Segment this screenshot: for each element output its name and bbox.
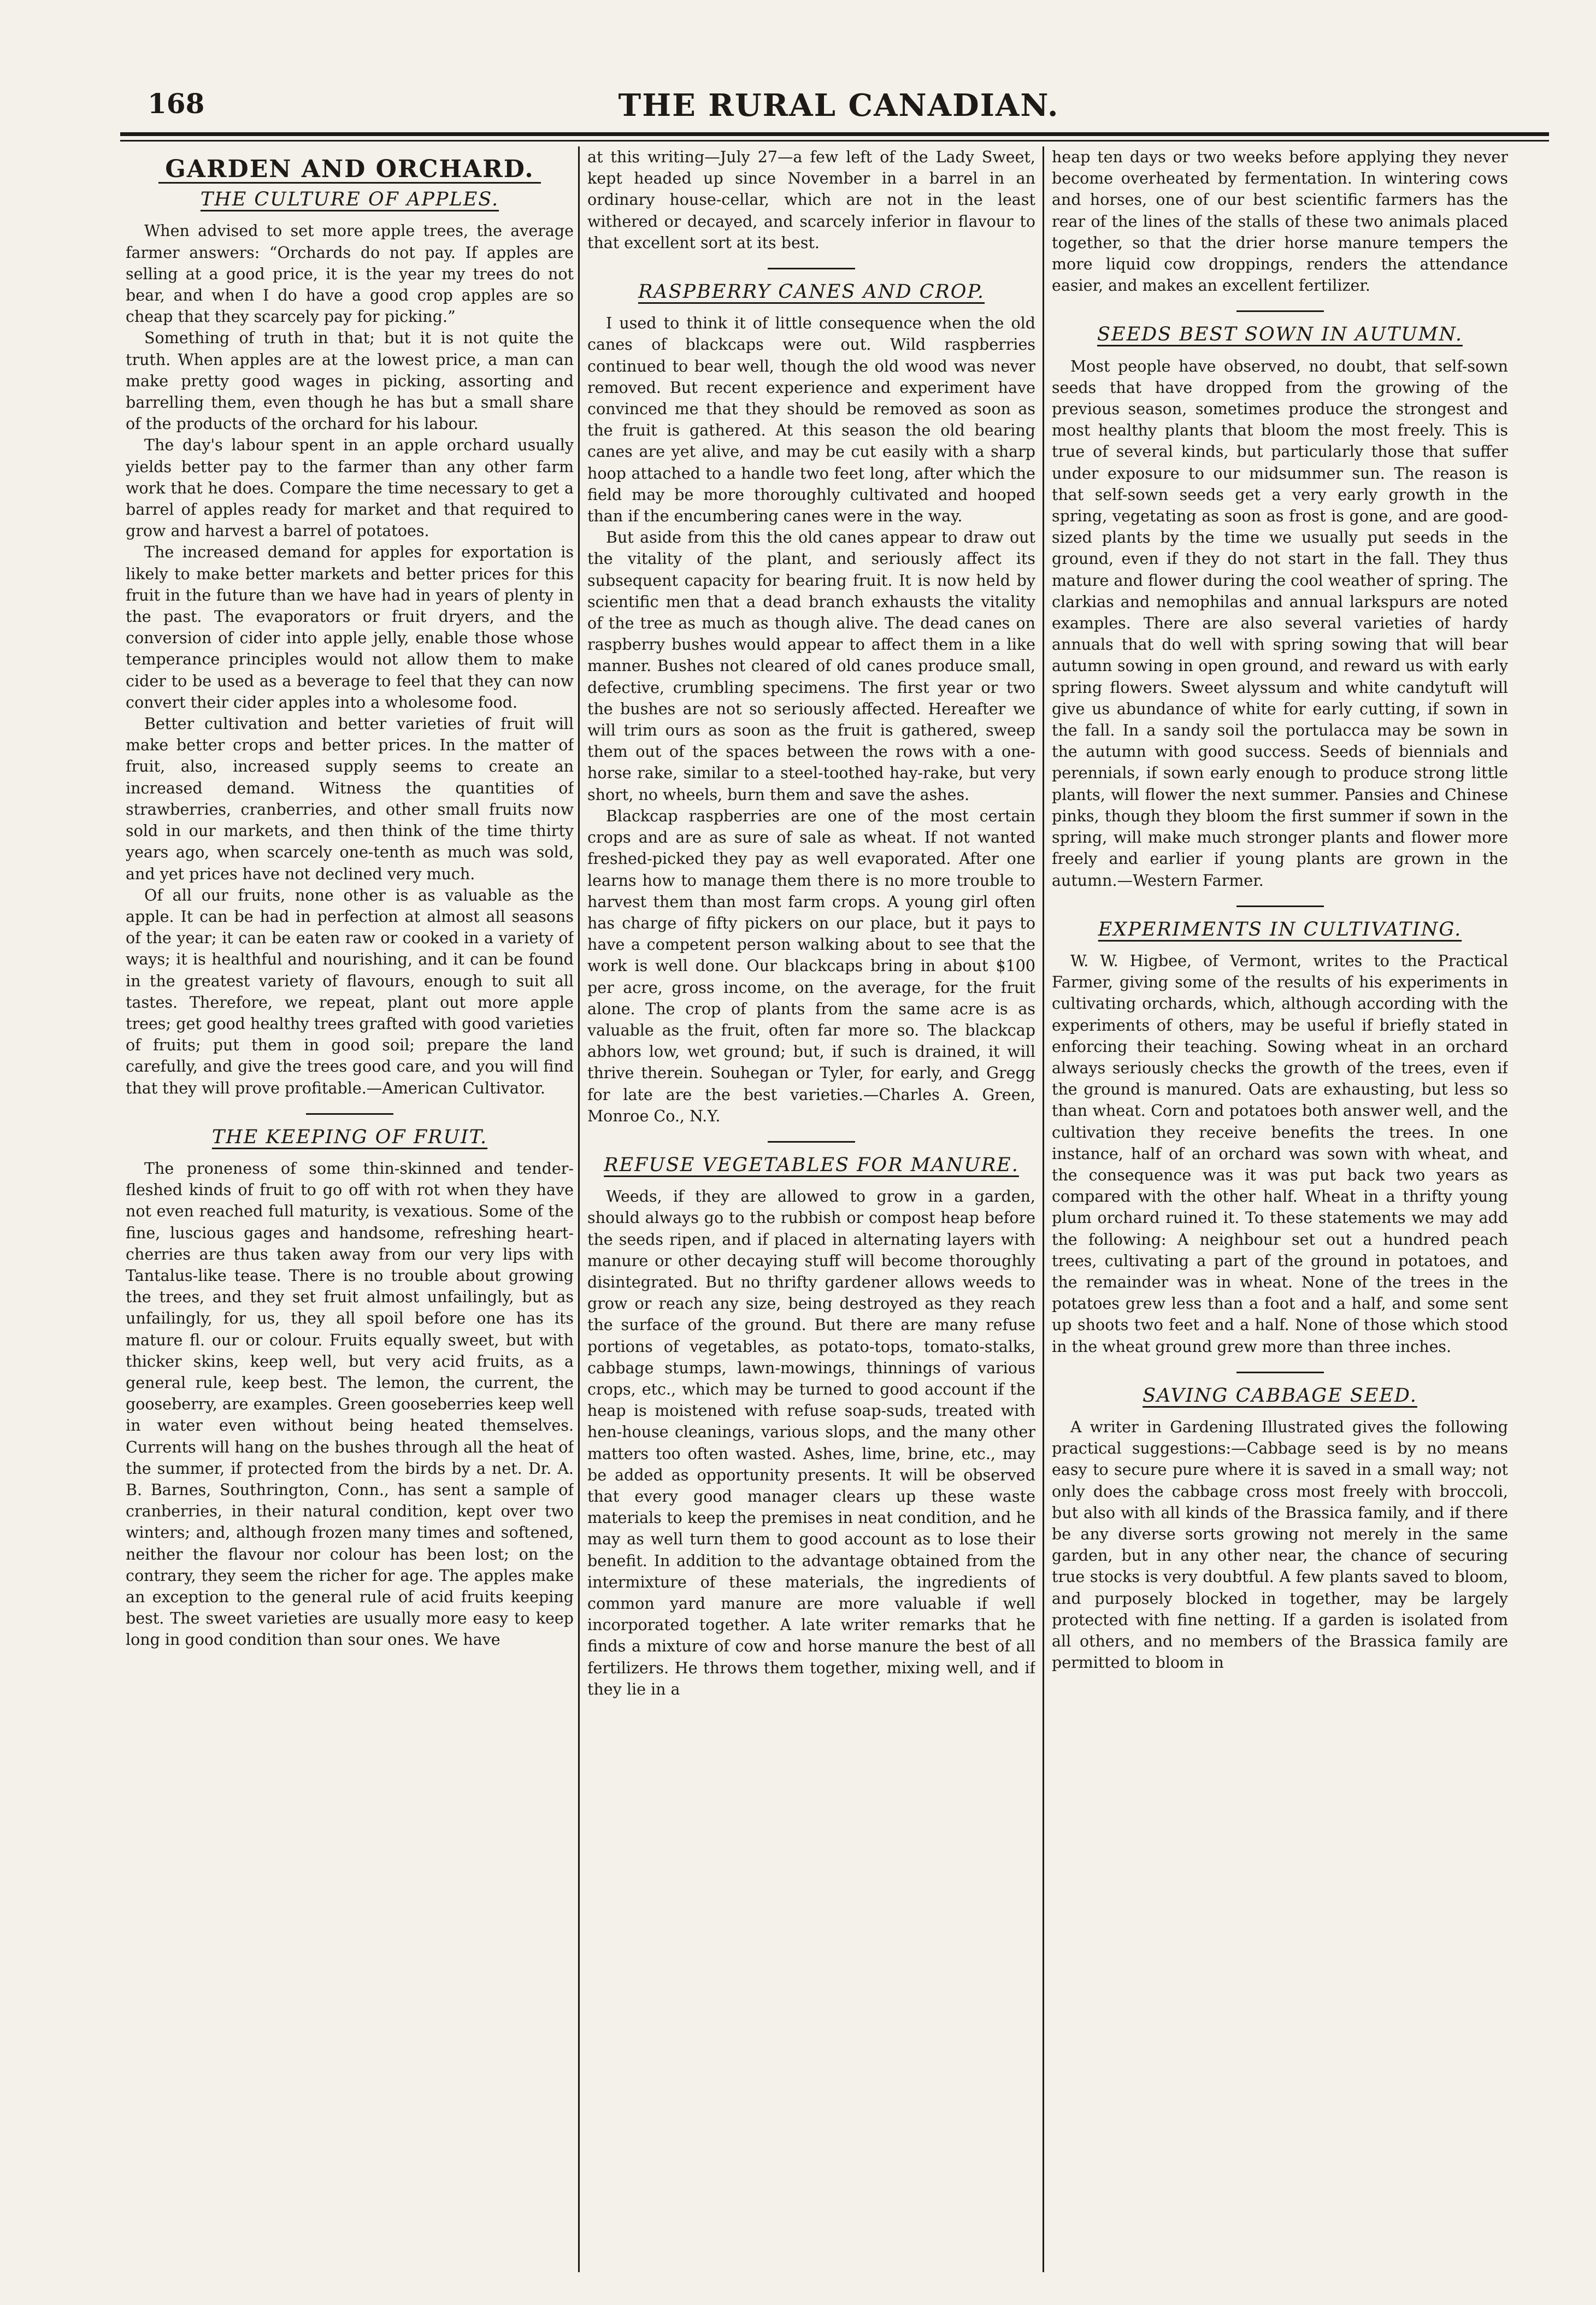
article-heading: THE KEEPING OF FRUIT. xyxy=(211,1126,488,1148)
article-heading: RASPBERRY CANES AND CROP. xyxy=(638,281,985,303)
article-separator xyxy=(768,268,855,269)
article-heading: THE CULTURE OF APPLES. xyxy=(200,189,499,211)
article-heading: SEEDS BEST SOWN IN AUTUMN. xyxy=(1097,324,1463,346)
column-2 xyxy=(587,146,1035,2272)
article-paragraph: The proneness of some thin-skinned and tender-fleshed kinds of fruit to go off with rot when they have not even reached full maturity, is vexatious. Some of the fine, luscious gages and handsome, refreshing heart-cherries are thus taken away from our very lips with Tantalus-like tease. There is no trouble about growing the trees, and they set fruit almost unfailingly, but as unfailingly, for us, they all spoil before one has its mature fl. our or colour. Fruits equally sweet, but with thicker skins, keep well, but very acid fruits, as a general rule, keep best. The lemon, the current, the gooseberry, are examples. Green gooseberries keep well in water even without being heated themselves. Currents will hang on the bushes through all the heat of the summer, if protected from the birds by a net. Dr. A. B. Barnes, Southrington, Conn., has sent a sample of cranberries, in their natural condition, kept over two winters; and, although frozen many times and softened, neither the flavour nor colour has been lost; on the contrary, they seem the richer for age. The apples make an exception to the general rule of acid fruits keeping best. The sweet varieties are usually more easy to keep long in good condition than sour ones. We have xyxy=(126,1159,574,1649)
article-separator xyxy=(306,1113,393,1115)
article-heading: SAVING CABBAGE SEED. xyxy=(1142,1384,1417,1407)
article-paragraph: W. W. Higbee, of Vermont, writes to the Practical Farmer, giving some of the results of his experiments in cultivating orchards, which, although according with the experiments of others, may be useful if briefly stated in enforcing their teaching. Sowing wheat in an orchard always seriously checks the growth of the trees, even if the ground is manured. Oats are exhausting, but less so than wheat. Corn and potatoes both answer well, and the cultivation they receive benefits the trees. In one instance, half of an orchard was sown with wheat, and the consequence was it was put back two years as compared with the other half. Wheat in a thrifty young plum orchard ruined it. To these statements we may add the following: A neighbour set out a hundred peach trees, cultivating a part of the ground in potatoes, and the remainder was in wheat. None of the trees in the potatoes grew less than a foot and a half, and some sent up shoots two feet and a half. None of those which stood in the wheat ground grew more than three inches. xyxy=(1052,951,1508,1356)
column-divider xyxy=(578,146,580,2272)
article-separator xyxy=(1236,310,1324,312)
article-paragraph: Of all our fruits, none other is as valuable as the apple. It can be had in perfection at almost all seasons of the year; it can be eaten raw or cooked in a variety of ways; it is healthful and nourishing, and it can be found in the greatest variety of flavours, enough to suit all tastes. Therefore, we repeat, plant out more apple trees; get good healthy trees grafted with good varieties of fruits; put them in good soil; prepare the land carefully, and give the trees good care, and you will find that they will prove profitable.—American Cultivator. xyxy=(126,886,574,1097)
article-paragraph: The day's labour spent in an apple orchard usually yields better pay to the farmer than any other farm work that he does. Compare the time necessary to get a barrel of apples ready for market and that required to grow and harvest a barrel of potatoes. xyxy=(126,436,574,540)
column-divider xyxy=(1043,146,1044,2272)
article-separator xyxy=(1236,905,1324,907)
article-paragraph: I used to think it of little consequence when the old canes of blackcaps were out. Wild raspberries continued to bear well, though the old wood was never removed. But recent experience and experiment have convinced me that they should be removed as soon as the fruit is gathered. At this season the old bearing canes are yet alive, and may be cut easily with a sharp hoop attached to a handle two feet long, after which the field may be more thoroughly cultivated and hooped than if the encumbering canes were in the way. xyxy=(587,314,1035,526)
article-paragraph: Blackcap raspberries are one of the most certain crops and are as sure of sale as wheat. If not wanted freshed-picked they pay as well evaporated. After one learns how to manage them there is no more trouble to harvest them than most farm crops. A young girl often has charge of fifty pickers on our place, but it pays to have a competent person walking about to see that the work is well done. Our blackcaps bring in about $100 per acre, gross income, on the average, for the fruit alone. The crop of plants from the same acre is as valuable as the fruit, often far more so. The blackcap abhors low, wet ground; but, if such is drained, it will thrive therein. Souhegan or Tyler, for early, and Gregg for late are the best varieties.—Charles A. Green, Monroe Co., N.Y. xyxy=(587,807,1035,1125)
article-separator xyxy=(768,1141,855,1143)
article-heading: REFUSE VEGETABLES FOR MANURE. xyxy=(604,1154,1019,1176)
article-heading: EXPERIMENTS IN CULTIVATING. xyxy=(1098,918,1462,940)
article-paragraph: A writer in Gardening Illustrated gives the following practical suggestions:—Cabbage seed is by no means easy to secure pure where it is saved in a small way; not only does the cabbage cross most freely with broccoli, but also with all kinds of the Brassica family, and if there be any diverse sorts growing not merely in the same garden, but in any other near, the chance of securing true stocks is very doubtful. A few plants saved to bloom, and purposely blocked in together, may be largely protected with fine netting. If a garden is isolated from all others, and no members of the Brassica family are permitted to bloom in xyxy=(1052,1418,1508,1672)
header-rule-thick xyxy=(120,132,1549,136)
masthead xyxy=(148,87,1530,131)
article-paragraph: Weeds, if they are allowed to grow in a garden, should always go to the rubbish or compost heap before the seeds ripen, and if placed in alternating layers with manure or other decaying stuff will become thoroughly disintegrated. But no thrifty gardener allows weeds to grow or reach any size, being destroyed as they reach the surface of the ground. But there are many refuse portions of vegetables, as potato-tops, tomato-stalks, cabbage stumps, lawn-mowings, thinnings of various crops, etc., which may be turned to good account if the heap is moistened with refuse soap-suds, treated with hen-house cleanings, various slops, and the many other matters too often wasted. Ashes, lime, brine, etc., may be added as opportunity presents. It will be observed that every good manager clears up these waste materials to keep the premises in neat condition, and he may as well turn them to good account as to lose their benefit. In addition to the advantage obtained from the intermixture of these materials, the ingredients of common yard manure are more valuable if well incorporated together. A late writer remarks that he finds a mixture of cow and horse manure the best of all fertilizers. He throws them together, mixing well, and if they lie in a xyxy=(587,1187,1035,1698)
article-paragraph: at this writing—July 27—a few left of the Lady Sweet, kept headed up since November in a barrel in an ordinary house-cellar, which are not in the least withered or decayed, and scarcely inferior in flavour to that excellent sort at its best. xyxy=(587,148,1035,252)
newspaper-title: THE RURAL CANADIAN. xyxy=(618,87,1059,124)
article-paragraph: The increased demand for apples for exportation is likely to make better markets and better prices for this fruit in the future than we have had in years of plenty in the past. The evaporators or fruit dryers, and the conversion of cider into apple jelly, enable those whose temperance principles would not allow them to make cider to be used as a beverage to feel that they can now convert their cider apples into a wholesome food. xyxy=(126,543,574,712)
article-paragraph: Something of truth in that; but it is not quite the truth. When apples are at the lowest price, a man can make pretty good wages in picking, assorting and barrelling them, even though he has but a small share of the products of the orchard for his labour. xyxy=(126,329,574,433)
article-paragraph: Better cultivation and better varieties of fruit will make better crops and better prices. In the matter of fruit, also, increased supply seems to create an increased demand. Witness the quantities of strawberries, cranberries, and other small fruits now sold in our markets, and then think of the time thirty years ago, when scarcely one-tenth as much was sold, and yet prices have not declined very much. xyxy=(126,715,574,883)
page-number: 168 xyxy=(148,87,205,120)
header-rule-thin xyxy=(120,140,1549,142)
article-paragraph: When advised to set more apple trees, the average farmer answers: “Orchards do not pay. If apples are selling at a good price, it is the year my trees do not bear, and when I do have a good crop apples are so cheap that they scarcely pay for picking.” xyxy=(126,222,574,326)
article-paragraph: Most people have observed, no doubt, that self-sown seeds that have dropped from the growing of the previous season, sometimes produce the strongest and most healthy plants that bloom the most freely. This is true of several kinds, but particularly those that suffer under exposure to our midsummer sun. The reason is that self-sown seeds get a very early growth in the spring, vegetating as soon as frost is gone, and are good-sized plants by the time we usually put seeds in the ground, even if they do not start in the fall. They thus mature and flower during the cool weather of spring. The clarkias and nemophilas and annual larkspurs are noted examples. There are also several varieties of hardy annuals that do well with spring sowing that will bear autumn sowing in open ground, and reward us with early spring flowers. Sweet alyssum and white candytuft will give us abundance of white for early cutting, if sown in the fall. In a sandy soil the portulacca may be sown in the autumn with good success. Seeds of biennials and perennials, if sown early enough to produce strong little plants, will flower the next summer. Pansies and Chinese pinks, though they bloom the first summer if sown in the spring, will make much stronger plants and flower more freely and earlier if young plants are grown in the autumn.—Western Farmer. xyxy=(1052,357,1508,890)
article-paragraph: heap ten days or two weeks before applying they never become overheated by fermentation. In wintering cows and horses, one of our best scientific farmers has the rear of the lines of the stalls of these two animals placed together, so that the drier horse manure tempers the more liquid cow droppings, renders the attendance easier, and makes an excellent fertilizer. xyxy=(1052,148,1508,295)
column-3 xyxy=(1052,146,1508,2272)
article-separator xyxy=(1236,1372,1324,1373)
section-title: GARDEN AND ORCHARD. xyxy=(165,155,534,183)
column-1 xyxy=(126,146,574,2272)
article-paragraph: But aside from this the old canes appear to draw out the vitality of the plant, and seriously affect its subsequent capacity for bearing fruit. It is now held by scientific men that a dead branch exhausts the vitality of the tree as much as though alive. The dead canes on raspberry bushes would appear to affect them in a like manner. Bushes not cleared of old canes produce small, defective, crumbling specimens. The first year or two the bushes are not so seriously affected. Hereafter we will trim ours as soon as the fruit is gathered, sweep them out of the spaces between the rows with a one-horse rake, similar to a steel-toothed hay-rake, but very short, no wheels, burn them and save the ashes. xyxy=(587,528,1035,804)
